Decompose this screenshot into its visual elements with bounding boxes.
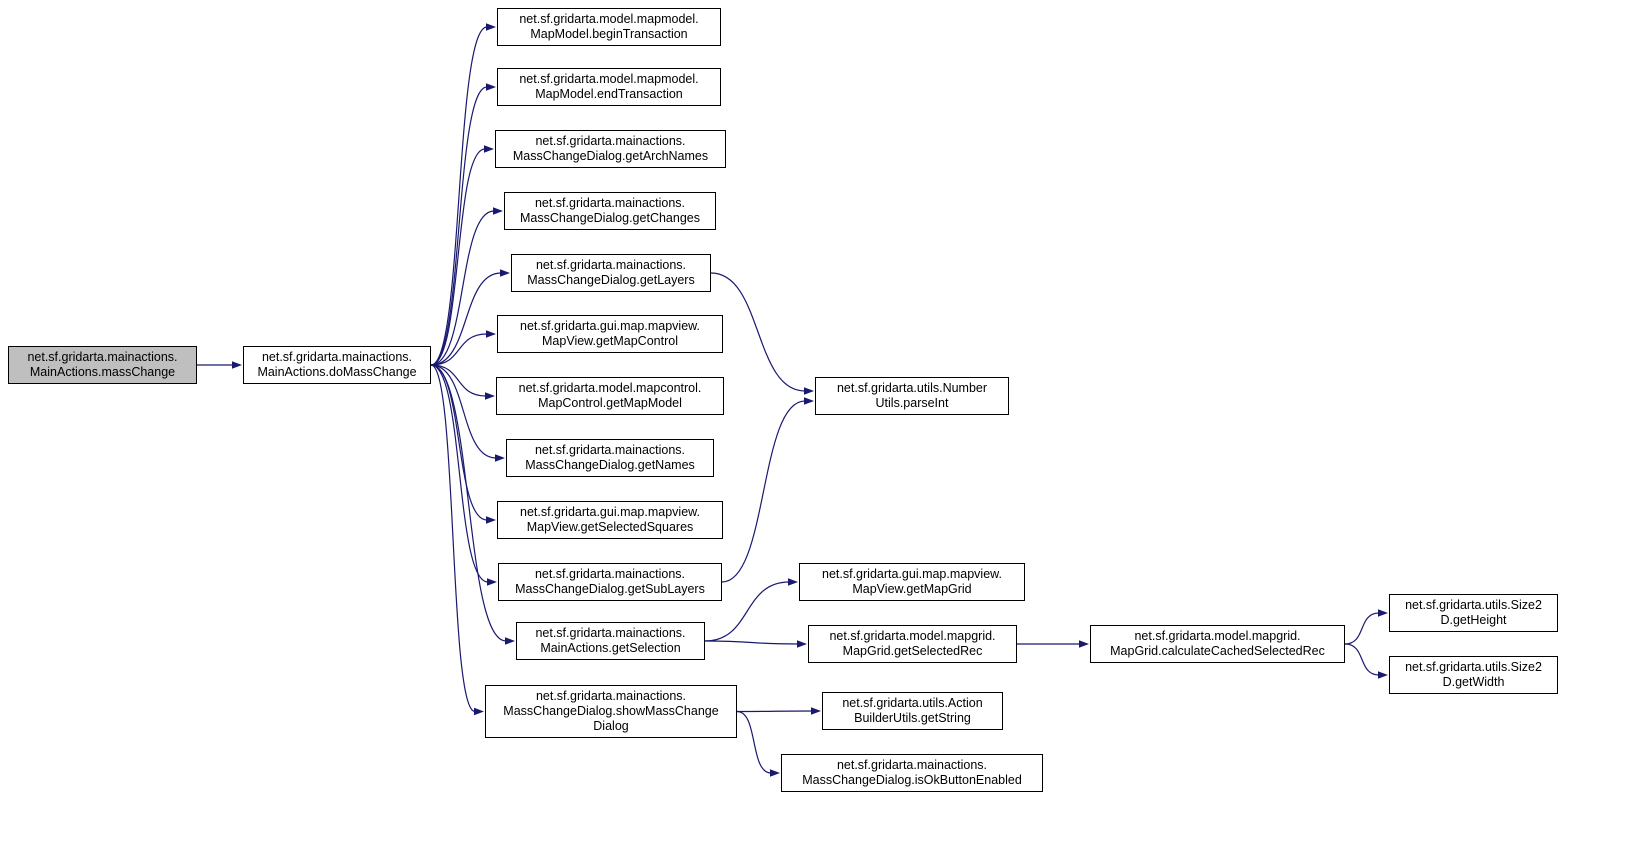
- node-getArchNames[interactable]: [495, 130, 726, 168]
- edge-calculateCachedSelectedRec-to-getWidth: [1345, 644, 1379, 675]
- node-label-line: net.sf.gridarta.model.mapmodel.: [519, 72, 699, 86]
- node-endTransaction[interactable]: [497, 68, 721, 106]
- arrowhead-icon: [1079, 640, 1089, 648]
- edge-getSelection-to-getSelectedRec: [705, 641, 798, 644]
- node-label-line: net.sf.gridarta.mainactions.: [27, 350, 178, 364]
- arrowhead-icon: [1378, 671, 1388, 679]
- node-getSelectedRec[interactable]: [808, 625, 1017, 663]
- node-parseInt[interactable]: [815, 377, 1009, 415]
- node-label-line: net.sf.gridarta.utils.Size2: [1405, 598, 1542, 612]
- node-label-line: MainActions.doMassChange: [257, 365, 417, 379]
- edge-doMassChange-to-getChanges: [431, 211, 494, 365]
- node-getLayers[interactable]: [511, 254, 711, 292]
- node-label-line: net.sf.gridarta.model.mapgrid.: [829, 629, 996, 643]
- node-label-line: net.sf.gridarta.gui.map.mapview.: [520, 505, 700, 519]
- node-label-line: net.sf.gridarta.mainactions.: [535, 134, 686, 148]
- arrowhead-icon: [486, 330, 496, 338]
- edge-doMassChange-to-endTransaction: [431, 87, 487, 365]
- node-label-line: net.sf.gridarta.utils.Size2: [1405, 660, 1542, 674]
- arrowhead-icon: [232, 361, 242, 369]
- arrowhead-icon: [788, 578, 798, 586]
- node-beginTransaction[interactable]: [497, 8, 721, 46]
- arrowhead-icon: [495, 454, 505, 462]
- edge-doMassChange-to-getSubLayers: [431, 365, 488, 582]
- node-label-line: net.sf.gridarta.mainactions.: [535, 689, 687, 703]
- node-label-line: net.sf.gridarta.utils.Action: [842, 696, 983, 710]
- node-getMapGrid[interactable]: [799, 563, 1025, 601]
- node-label-line: MassChangeDialog.getChanges: [520, 211, 700, 225]
- node-getString[interactable]: [822, 692, 1003, 730]
- edge-doMassChange-to-beginTransaction: [431, 27, 487, 365]
- node-calculateCachedSelectedRec[interactable]: [1090, 625, 1345, 663]
- node-label-line: net.sf.gridarta.gui.map.mapview.: [822, 567, 1002, 581]
- node-label-line: net.sf.gridarta.mainactions.: [535, 626, 686, 640]
- node-getWidth[interactable]: [1389, 656, 1558, 694]
- edge-doMassChange-to-getNames: [431, 365, 496, 458]
- node-label-line: MapModel.endTransaction: [535, 87, 683, 101]
- node-label-line: net.sf.gridarta.mainactions.: [534, 443, 686, 457]
- arrowhead-icon: [486, 83, 496, 91]
- arrowhead-icon: [811, 707, 821, 715]
- node-label-line: Dialog: [593, 719, 629, 733]
- node-label-line: D.getWidth: [1442, 675, 1505, 689]
- edge-doMassChange-to-getMapModel: [431, 365, 486, 396]
- edge-doMassChange-to-getLayers: [431, 273, 501, 365]
- node-getMapControl[interactable]: [497, 315, 723, 353]
- node-label-line: net.sf.gridarta.utils.Number: [836, 381, 988, 395]
- node-getHeight[interactable]: [1389, 594, 1558, 632]
- node-label-line: net.sf.gridarta.model.mapgrid.: [1134, 629, 1301, 643]
- node-label-line: MassChangeDialog.getArchNames: [512, 149, 709, 163]
- edge-doMassChange-to-showMassChangeDialog: [431, 365, 475, 712]
- node-label-line: MassChangeDialog.getNames: [525, 458, 695, 472]
- arrowhead-icon: [804, 397, 814, 405]
- arrowhead-icon: [493, 207, 503, 215]
- edge-doMassChange-to-getArchNames: [431, 149, 485, 365]
- node-label-line: net.sf.gridarta.mainactions.: [534, 196, 686, 210]
- node-label-line: MapView.getSelectedSquares: [526, 520, 694, 534]
- node-label-line: net.sf.gridarta.model.mapmodel.: [519, 12, 699, 26]
- arrowhead-icon: [487, 578, 497, 586]
- node-label-line: MapView.getMapControl: [542, 334, 678, 348]
- node-label-line: net.sf.gridarta.mainactions.: [261, 350, 413, 364]
- node-getNames[interactable]: [506, 439, 714, 477]
- node-showMassChangeDialog[interactable]: [485, 685, 737, 738]
- arrowhead-icon: [486, 23, 496, 31]
- edge-doMassChange-to-getMapControl: [431, 334, 487, 365]
- node-label-line: MassChangeDialog.showMassChange: [503, 704, 719, 718]
- arrowhead-icon: [1378, 609, 1388, 617]
- node-label-line: MainActions.massChange: [29, 365, 176, 379]
- node-label-line: MapControl.getMapModel: [538, 396, 682, 410]
- arrowhead-icon: [804, 387, 814, 395]
- arrowhead-icon: [485, 392, 495, 400]
- arrowhead-icon: [484, 145, 494, 153]
- node-label-line: net.sf.gridarta.model.mapcontrol.: [518, 381, 702, 395]
- node-label-line: Utils.parseInt: [875, 396, 949, 410]
- edge-doMassChange-to-getSelectedSquares: [431, 365, 487, 520]
- node-label-line: MapGrid.getSelectedRec: [842, 644, 983, 658]
- node-getChanges[interactable]: [504, 192, 716, 230]
- edge-calculateCachedSelectedRec-to-getHeight: [1345, 613, 1379, 644]
- arrowhead-icon: [770, 769, 780, 777]
- node-doMassChange[interactable]: [243, 346, 431, 384]
- arrowhead-icon: [500, 269, 510, 277]
- node-getMapModel[interactable]: [496, 377, 724, 415]
- arrowhead-icon: [797, 640, 807, 648]
- node-label-line: net.sf.gridarta.mainactions.: [836, 758, 988, 772]
- node-isOkButtonEnabled[interactable]: [781, 754, 1043, 792]
- node-label-line: D.getHeight: [1440, 613, 1507, 627]
- node-label-line: BuilderUtils.getString: [854, 711, 971, 725]
- arrowhead-icon: [474, 708, 484, 716]
- node-getSelectedSquares[interactable]: [497, 501, 723, 539]
- node-label-line: net.sf.gridarta.gui.map.mapview.: [520, 319, 700, 333]
- node-label-line: MainActions.getSelection: [540, 641, 681, 655]
- node-label-line: MapGrid.calculateCachedSelectedRec: [1110, 644, 1325, 658]
- node-label-line: net.sf.gridarta.mainactions.: [535, 258, 687, 272]
- edge-doMassChange-to-getSelection: [431, 365, 506, 641]
- node-label-line: MassChangeDialog.getSubLayers: [515, 582, 705, 596]
- arrowhead-icon: [505, 637, 515, 645]
- arrowhead-icon: [486, 516, 496, 524]
- node-getSelection[interactable]: [516, 622, 705, 660]
- node-label-line: MassChangeDialog.isOkButtonEnabled: [802, 773, 1022, 787]
- node-label-line: MassChangeDialog.getLayers: [527, 273, 695, 287]
- node-label-line: MapView.getMapGrid: [852, 582, 972, 596]
- edge-showMassChangeDialog-to-isOkButtonEnabled: [737, 712, 771, 774]
- edge-getLayers-to-parseInt: [711, 273, 805, 391]
- edge-showMassChangeDialog-to-getString: [737, 711, 812, 712]
- node-massChange: [8, 346, 197, 384]
- node-label-line: net.sf.gridarta.mainactions.: [534, 567, 686, 581]
- node-getSubLayers[interactable]: [498, 563, 722, 601]
- edge-getSubLayers-to-parseInt: [722, 401, 805, 582]
- node-label-line: MapModel.beginTransaction: [530, 27, 688, 41]
